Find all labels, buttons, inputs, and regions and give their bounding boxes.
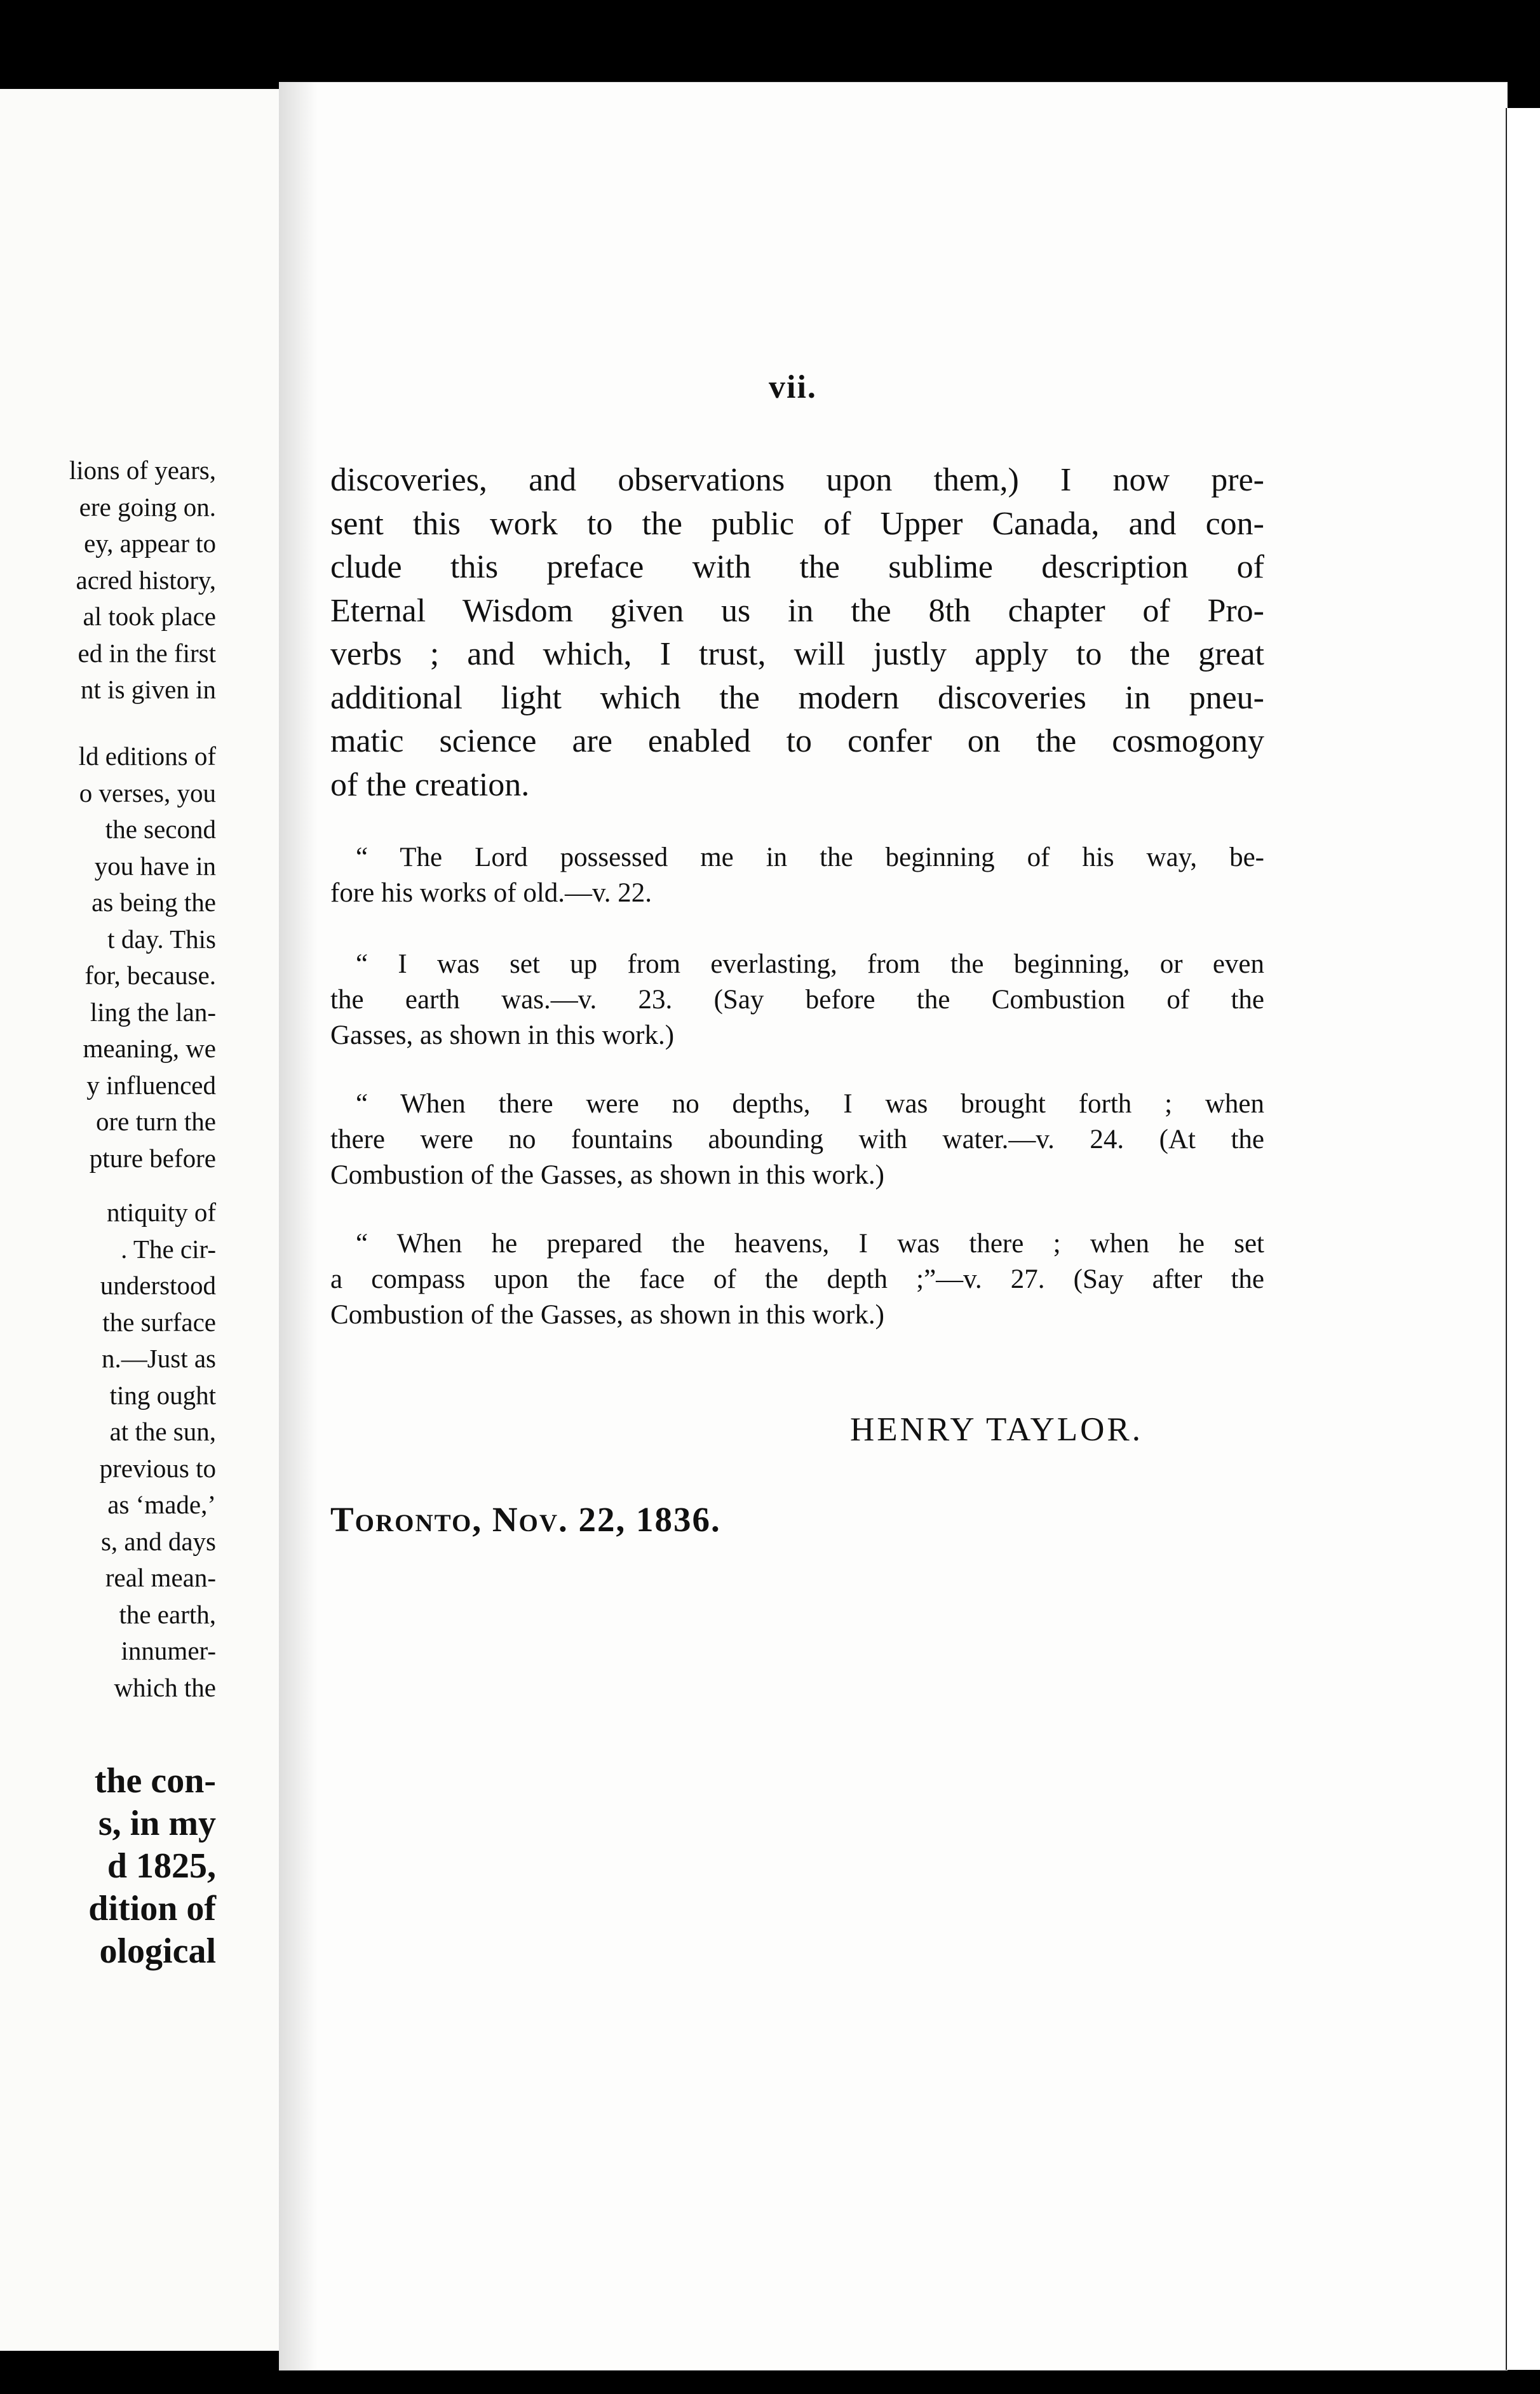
page-number: vii.	[769, 369, 817, 405]
text-line: real mean-	[105, 1563, 216, 1592]
text-line: al took place	[83, 602, 216, 631]
text-line: ling the lan-	[90, 997, 216, 1027]
text-line: the con-	[94, 1761, 216, 1801]
text-line: ere going on.	[79, 492, 216, 522]
left-paragraph-2	[79, 738, 216, 1177]
text-line: clude this preface with the sublime description of	[330, 549, 1264, 585]
text-line: acred history,	[76, 565, 216, 595]
text-line: there were no fountains abounding with water.—v. 24. (At the	[330, 1125, 1264, 1154]
text-line: lions of years,	[69, 456, 216, 485]
gutter-shadow	[280, 83, 318, 2370]
text-line: the earth,	[119, 1599, 216, 1629]
text-line: nt is given in	[81, 675, 216, 704]
text-line: “ When he prepared the heavens, I was there ; when he set	[356, 1229, 1264, 1259]
text-line: Gasses, as shown in this work.)	[330, 1020, 675, 1050]
left-paragraph-3	[100, 1194, 216, 1706]
text-line: the second	[105, 815, 216, 844]
text-line: verbs ; and which, I trust, will justly apply to the great	[330, 636, 1264, 672]
text-line: ld editions of	[78, 741, 216, 771]
preface-paragraph	[330, 459, 1264, 807]
text-line: meaning, we	[83, 1034, 216, 1063]
text-line: matic science are enabled to confer on the cosmogony	[330, 723, 1264, 759]
text-line: sent this work to the public of Upper Canada, and con-	[330, 505, 1264, 542]
scripture-quote-v22	[330, 840, 1264, 911]
text-line: the earth was.—v. 23. (Say before the Combustion of the	[330, 985, 1264, 1015]
text-line: “ The Lord possessed me in the beginning of his way, be-	[356, 842, 1264, 872]
text-line: Combustion of the Gasses, as shown in this work.)	[330, 1300, 884, 1330]
text-line: s, in my	[98, 1804, 216, 1843]
text-line: n.—Just as	[102, 1344, 216, 1373]
text-line: as being the	[91, 888, 216, 917]
left-page-fragment	[0, 89, 299, 2351]
text-line: “ I was set up from everlasting, from the beginning, or even	[356, 949, 1264, 979]
text-line: for, because.	[84, 961, 216, 990]
left-paragraph-1	[69, 452, 216, 708]
text-line: the surface	[102, 1307, 216, 1337]
text-line: previous to	[99, 1453, 216, 1483]
text-line: y influenced	[86, 1070, 216, 1100]
text-line: s, and days	[100, 1526, 216, 1556]
author-signature: HENRY TAYLOR.	[850, 1411, 1144, 1448]
dateline: Toronto, Nov. 22, 1836.	[330, 1500, 721, 1539]
text-line: discoveries, and observations upon them,) I now pre-	[330, 462, 1264, 498]
page-edge	[1506, 108, 1540, 2370]
text-line: ntiquity of	[107, 1198, 216, 1227]
text-line: Eternal Wisdom given us in the 8th chapter of Pro-	[330, 592, 1264, 629]
text-line: o verses, you	[79, 778, 216, 808]
text-line: ey, appear to	[84, 529, 216, 558]
scripture-quote-v27	[330, 1226, 1264, 1333]
text-line: as ‘made,’	[107, 1490, 216, 1519]
text-line: of the creation.	[330, 766, 530, 803]
left-paragraph-4	[88, 1760, 216, 1973]
text-line: at the sun,	[109, 1417, 216, 1446]
text-line: “ When there were no depths, I was brought forth ; when	[356, 1089, 1264, 1119]
text-line: additional light which the modern discoveries in pneu-	[330, 679, 1264, 716]
text-line: ting ought	[109, 1380, 216, 1410]
text-line: which the	[114, 1672, 216, 1702]
text-line: understood	[100, 1271, 216, 1300]
text-line: ore turn the	[96, 1107, 216, 1136]
text-line: pture before	[89, 1143, 216, 1173]
text-line: d 1825,	[107, 1846, 216, 1886]
text-line: ed in the first	[78, 638, 216, 668]
text-line: t day. This	[107, 924, 216, 954]
text-line: Combustion of the Gasses, as shown in this work.)	[330, 1160, 884, 1190]
text-line: . The cir-	[121, 1234, 216, 1264]
text-line: ological	[99, 1931, 216, 1971]
text-line: you have in	[94, 851, 216, 881]
scripture-quote-v24	[330, 1086, 1264, 1193]
text-line: dition of	[88, 1889, 216, 1928]
text-line: fore his works of old.—v. 22.	[330, 878, 652, 908]
scripture-quote-v23	[330, 947, 1264, 1053]
text-line: a compass upon the face of the depth ;”—v. 27. (Say after the	[330, 1264, 1264, 1294]
text-line: innumer-	[121, 1636, 216, 1665]
